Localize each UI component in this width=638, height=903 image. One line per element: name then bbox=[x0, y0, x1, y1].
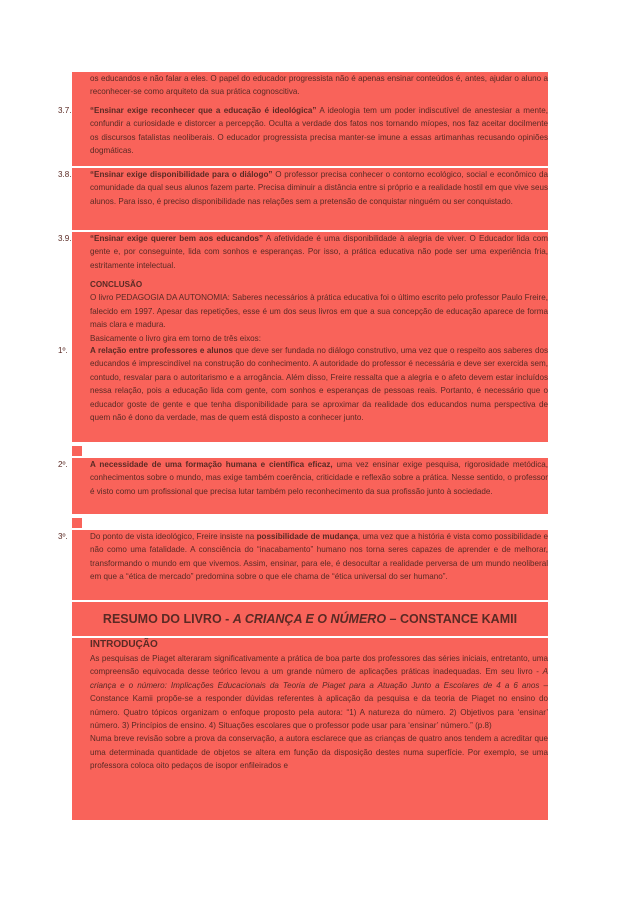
axis-3: 3º. Do ponto de vista ideológico, Freire insiste na possibilidade de mudança, uma vez que a história é vista como possibilidade e não como uma fatalidade. A consciência do “inacabamento” humano nos torna seres capazes de aprender e de melhorar, transformando o mundo em que vivemos. Assim, ensinar, para ele, é desocultar a realidade perversa de um mundo neoliberal em que a “ética de mercado” predomina sobre o que ele chama de “ética universal do ser humano”. bbox=[72, 530, 548, 600]
section-heading: “Ensinar exige querer bem aos educandos” bbox=[90, 234, 264, 243]
conclusion-paragraph: O livro PEDAGOGIA DA AUTONOMIA: Saberes necessários à prática educativa foi o último escrito pelo professor Paulo Freire, falecido em 1997. Apesar das repetições, esse é um dos seus livros em que a sua concepção de educação aparece de forma mais clara e madura. bbox=[90, 293, 548, 330]
paragraph-continuation: os educandos e não falar a eles. O papel do educador progressista não é apenas ensinar conteúdos é, antes, ajudar o aluno a reconhecer-se como arquiteto da sua prática cognoscitiva. bbox=[72, 72, 548, 104]
introduction-paragraph: As pesquisas de Piaget alteraram significativamente a prática de boa parte dos professores das séries iniciais, entretanto, uma compreensão equivocada desse teórico levou a um grande número de aplicações práticas inadequadas. Em seu livro - A criança e o número: Implicações Educacionais da Teoria de Piaget para a Atuação Junto a Escolares de 4 a 6 anos – Constance Kamii propõe-se a responder dúvidas referentes à aplicação da pesquisa e da teoria de Piaget no ensino do número. Quatro tópicos organizam o enfoque proposto pela autora: “1) A natureza do número. 2) Objetivos para ‘ensinar’ número. 3) Princípios de ensino. 4) Situações escolares que o professor pode usar para ‘ensinar’ número.” (p.8) bbox=[90, 654, 548, 731]
introduction-heading: INTRODUÇÃO bbox=[90, 639, 158, 650]
book-title: RESUMO DO LIVRO - A CRIANÇA E O NÚMERO – CONSTANCE KAMII bbox=[102, 612, 518, 626]
introduction-block bbox=[72, 638, 548, 820]
conservation-paragraph: Numa breve revisão sobre a prova da conservação, a autora esclarece que as crianças de quatro anos tendem a acreditar que uma determinada quantidade de objetos se altera em função da disposição destes numa superfície. Por exemplo, se uma professora coloca oito pedaços de isopor enfileirados e bbox=[90, 734, 548, 771]
conclusion-heading: CONCLUSÃO bbox=[90, 280, 143, 289]
marker-block bbox=[72, 446, 82, 456]
marker-block bbox=[72, 518, 82, 528]
conclusion-block bbox=[72, 278, 548, 344]
section-heading: “Ensinar exige disponibilidade para o diálogo” bbox=[90, 170, 273, 179]
section-3-8: 3.8. “Ensinar exige disponibilidade para o diálogo” O professor precisa conhecer o contorno ecológico, social e econômico da comunidade da qual seus alunos fazem parte. Precisa diminuir a distância entre si próprio e a realidade hostil em que vive seus alunos. Para isso, é preciso disponibilidade nas relações sem a pretensão de conquistar ninguém ou ser conquistado. bbox=[72, 168, 548, 230]
section-heading: “Ensinar exige reconhecer que a educação é ideológica” bbox=[90, 106, 317, 115]
axis-1: 1º. A relação entre professores e alunos que deve ser fundada no diálogo construtivo, uma vez que o respeito aos saberes dos educandos é imprescindível na construção do conhecimento. A autoridade do professor é necessária e deve ser exercida sem, contudo, resvalar para o autoritarismo e a arrogância. Além disso, Freire ressalta que a alegria e o afeto devem estar incluídos nessa relação, pois a educação lida com gente, com sonhos e esperanças de pessoas reais. Portanto, é necessário que o educador goste de gente e que tenha disponibilidade para se aproximar da realidade dos educandos numa perspectiva de quem não é dono da verdade, mas de quem está disposto a conhecer junto. bbox=[72, 344, 548, 442]
axis-2: 2º. A necessidade de uma formação humana e científica eficaz, uma vez ensinar exige pesquisa, rigorosidade metódica, conhecimentos sobre o mundo, mas exige também coerência, criticidade e reflexão sobre a prática. Nesse sentido, o professor é visto como um profissional que precisa lutar também pelo reconhecimento da sua profissão junto à sociedade. bbox=[72, 458, 548, 514]
section-3-7: 3.7. “Ensinar exige reconhecer que a educação é ideológica” A ideologia tem um poder indiscutível de anestesiar a mente, confundir a curiosidade e distorcer a percepção. Oculta a verdade dos fatos nos tornando míopes, nos faz aceitar docilmente os discursos fatalistas neoliberais. O educador progressista precisa manter-se imune a essas artimanhas recusando opiniões dogmáticas. bbox=[72, 104, 548, 166]
book-title-block bbox=[72, 602, 548, 636]
axes-intro: Basicamente o livro gira em torno de três eixos: bbox=[90, 333, 261, 343]
section-3-9: 3.9. “Ensinar exige querer bem aos educandos” A afetividade é uma disponibilidade à alegria de viver. O Educador lida com gente e, por conseguinte, lida com sonhos e esperanças. Por isso, a prática educativa não pode ser uma experiência fria, estritamente intelectual. bbox=[72, 232, 548, 278]
